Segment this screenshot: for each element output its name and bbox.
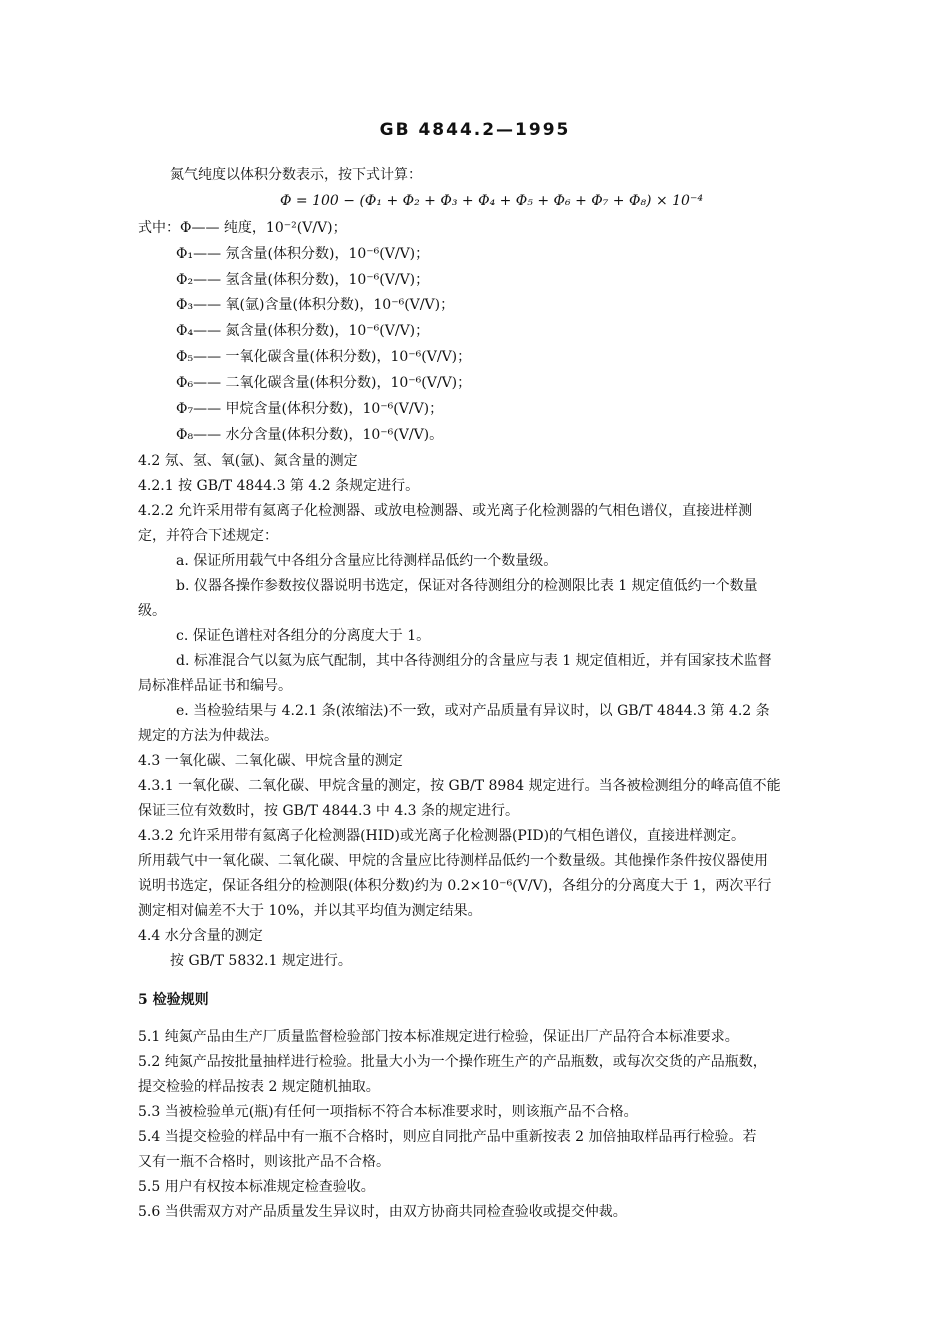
where-line: 式中：Φ—— 纯度，10⁻²(V/V)； <box>138 220 347 236</box>
section-4-4: 4.4 水分含量的测定 <box>138 928 263 944</box>
section-5-title: 5 检验规则 <box>138 992 209 1008</box>
def-phi4: Φ₄—— 氮含量(体积分数)，10⁻⁶(V/V)； <box>176 323 430 339</box>
section-5-2-line2: 提交检验的样品按表 2 规定随机抽取。 <box>138 1079 380 1095</box>
item-c: c. 保证色谱柱对各组分的分离度大于 1。 <box>176 628 431 644</box>
section-5-2-line1: 5.2 纯氮产品按批量抽样进行检验。批量大小为一个操作班生产的产品瓶数，或每次交货的产品瓶数， <box>138 1054 767 1070</box>
section-4-3-1-line1: 4.3.1 一氧化碳、二氧化碳、甲烷含量的测定，按 GB/T 8984 规定进行。当各被检测组分的峰高值不能 <box>138 778 781 794</box>
section-4-2-1: 4.2.1 按 GB/T 4844.3 第 4.2 条规定进行。 <box>138 478 420 494</box>
item-b-line2: 级。 <box>138 603 166 619</box>
section-5-4-line2: 又有一瓶不合格时，则该批产品不合格。 <box>138 1154 390 1170</box>
section-4-3: 4.3 一氧化碳、二氧化碳、甲烷含量的测定 <box>138 753 403 769</box>
item-d-line1: d. 标准混合气以氦为底气配制，其中各待测组分的含量应与表 1 规定值相近，并有国家技术监督 <box>176 653 772 669</box>
section-5-6: 5.6 当供需双方对产品质量发生异议时，由双方协商共同检查验收或提交仲裁。 <box>138 1204 627 1220</box>
def-phi1: Φ₁—— 氖含量(体积分数)，10⁻⁶(V/V)； <box>176 246 430 262</box>
def-phi5: Φ₅—— 一氧化碳含量(体积分数)，10⁻⁶(V/V)； <box>176 349 472 365</box>
def-phi3: Φ₃—— 氧(氩)含量(体积分数)，10⁻⁶(V/V)； <box>176 297 455 313</box>
item-b-line1: b. 仪器各操作参数按仪器说明书选定，保证对各待测组分的检测限比表 1 规定值低约一个数量 <box>176 578 758 594</box>
def-phi8: Φ₈—— 水分含量(体积分数)，10⁻⁶(V/V)。 <box>176 427 444 443</box>
intro-text: 氮气纯度以体积分数表示，按下式计算： <box>170 167 422 183</box>
section-4-3-1-line2: 保证三位有效数时，按 GB/T 4844.3 中 4.3 条的规定进行。 <box>138 803 520 819</box>
section-4-2: 4.2 氖、氢、氧(氩)、氮含量的测定 <box>138 453 358 469</box>
section-4-4-text: 按 GB/T 5832.1 规定进行。 <box>170 953 352 969</box>
purity-formula: Φ = 100 − (Φ₁ + Φ₂ + Φ₃ + Φ₄ + Φ₅ + Φ₆ + Φ₇ + Φ₈) × 10⁻⁴ <box>280 193 703 209</box>
def-phi7: Φ₇—— 甲烷含量(体积分数)，10⁻⁶(V/V)； <box>176 401 444 417</box>
item-e-line2: 规定的方法为仲裁法。 <box>138 728 278 744</box>
section-5-1: 5.1 纯氮产品由生产厂质量监督检验部门按本标准规定进行检验，保证出厂产品符合本标准要求。 <box>138 1029 739 1045</box>
section-4-3-2-line1: 4.3.2 允许采用带有氦离子化检测器(HID)或光离子化检测器(PID)的气相色谱仪，直接进样测定。 <box>138 828 746 844</box>
section-4-3-2-line3: 说明书选定，保证各组分的检测限(体积分数)约为 0.2×10⁻⁶(V/V)，各组分的分离度大于 1，两次平行 <box>138 878 772 894</box>
standard-header: GB 4844.2—1995 <box>379 120 571 140</box>
section-5-3: 5.3 当被检验单元(瓶)有任何一项指标不符合本标准要求时，则该瓶产品不合格。 <box>138 1104 638 1120</box>
def-phi2: Φ₂—— 氢含量(体积分数)，10⁻⁶(V/V)； <box>176 272 430 288</box>
section-4-3-2-line2: 所用载气中一氧化碳、二氧化碳、甲烷的含量应比待测样品低约一个数量级。其他操作条件按仪器使用 <box>138 853 768 869</box>
section-5-5: 5.5 用户有权按本标准规定检查验收。 <box>138 1179 375 1195</box>
item-a: a. 保证所用载气中各组分含量应比待测样品低约一个数量级。 <box>176 553 558 569</box>
section-4-3-2-line4: 测定相对偏差不大于 10%，并以其平均值为测定结果。 <box>138 903 482 919</box>
def-phi6: Φ₆—— 二氧化碳含量(体积分数)，10⁻⁶(V/V)； <box>176 375 472 391</box>
item-d-line2: 局标准样品证书和编号。 <box>138 678 292 694</box>
section-5-4-line1: 5.4 当提交检验的样品中有一瓶不合格时，则应自同批产品中重新按表 2 加倍抽取样品再行检验。若 <box>138 1129 757 1145</box>
item-e-line1: e. 当检验结果与 4.2.1 条(浓缩法)不一致，或对产品质量有异议时，以 GB/T 4844.3 第 4.2 条 <box>176 703 770 719</box>
section-4-2-2-line2: 定，并符合下述规定： <box>138 528 278 544</box>
section-4-2-2-line1: 4.2.2 允许采用带有氦离子化检测器、或放电检测器、或光离子化检测器的气相色谱仪，直接进样测 <box>138 503 753 519</box>
